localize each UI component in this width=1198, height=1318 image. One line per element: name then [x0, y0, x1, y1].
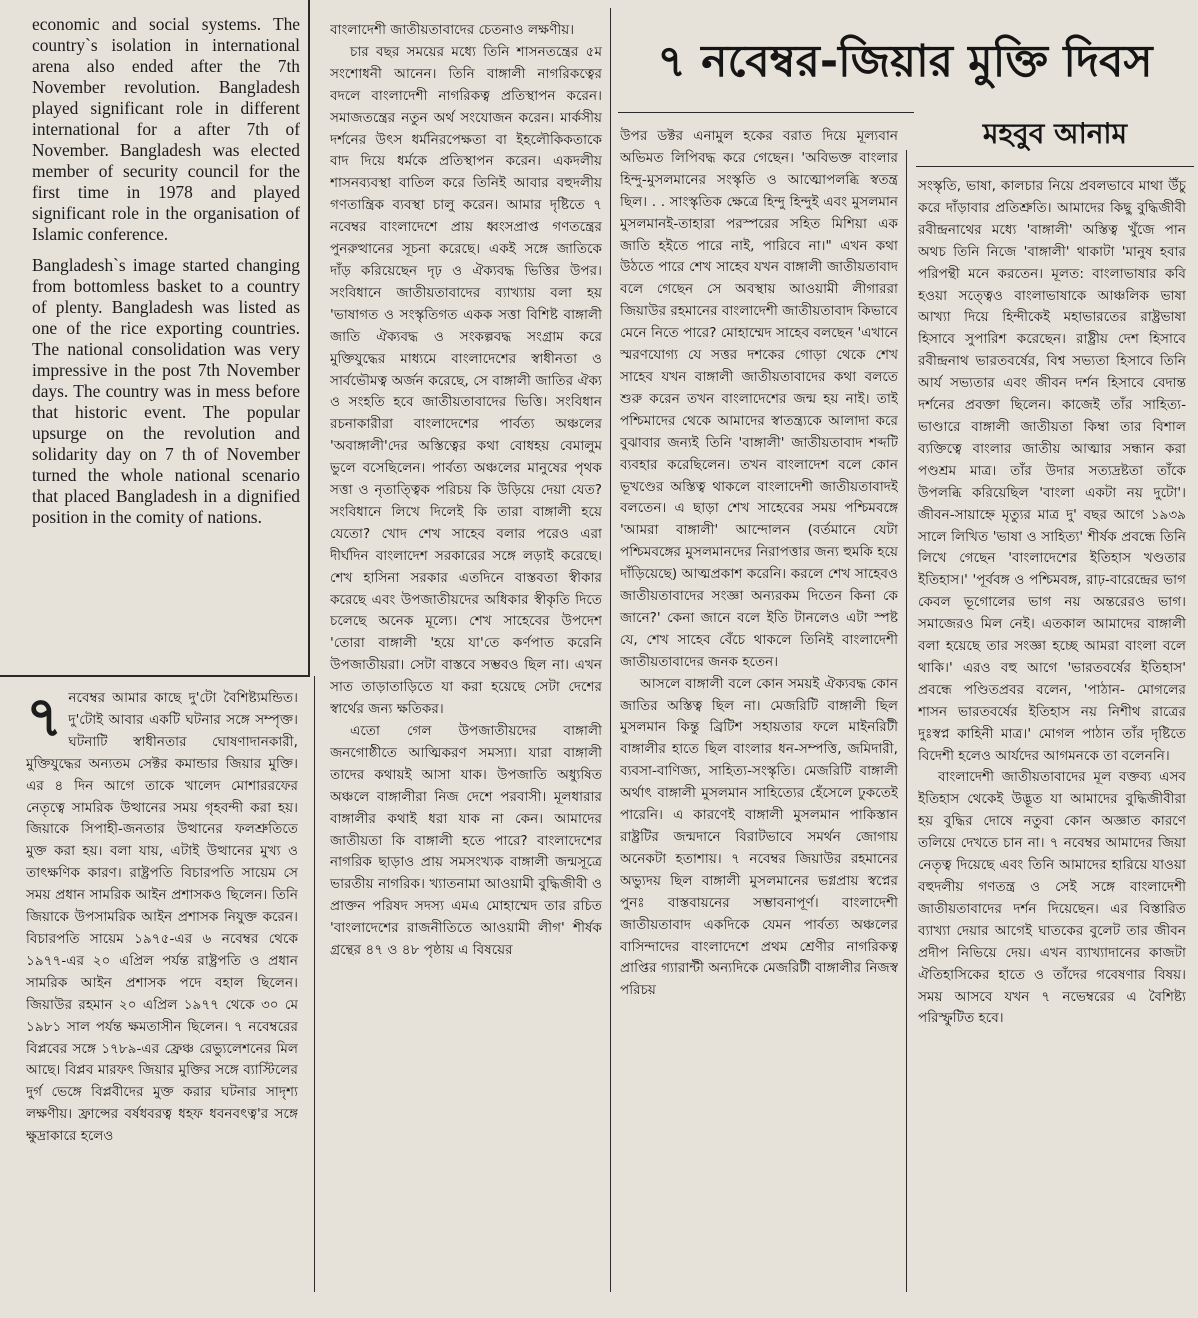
- column-2-paragraph-3: এতো গেল উপজাতীয়দের বাঙ্গালী জনগোষ্ঠীতে আত্মিকরণ সমস্যা। যারা বাঙ্গালী তাদের কথায়ই আসা যাক। উপজাতি অধ্যুষিত অঞ্চলে বাঙ্গালীরা নিজ দেশে পরবাসী। মূলধারার বাঙ্গালীর কথাই ধরা যাক না কেন। আমাদের জাতীয়তা কি বাঙ্গালী হতে পারে? বাংলাদেশের নাগরিক ছাড়াও প্রায় সমসংখ্যক বাঙ্গালী জন্মসূত্রে ভারতীয় নাগরিক। খ্যাতনামা আওয়ামী বুদ্ধিজীবী ও প্রাক্তন পরিষদ সদস্য এমএ মোহাম্মেদ তার রচিত 'বাংলাদেশের রাজনীতিতে আওয়ামী লীগ' শীর্ষক গ্রন্থের ৪৭ ও ৪৮ পৃষ্ঠায় এ বিষয়ের: [330, 723, 602, 959]
- english-paragraph-1: economic and social systems. The country`s isolation in international arena also ended after the 7th November revolution. Bangladesh played significant role in different international for a after 7th of November. Bangladesh was elected member of security council for the first time in 1978 and played significant role in the organisation of Islamic conference.: [32, 14, 300, 244]
- column-1-right-rule: [314, 676, 315, 1292]
- column-2-paragraph-2: চার বছর সময়ের মধ্যে তিনি শাসনতন্ত্রের ৫ম সংশোধনী আনেন। তিনি বাঙ্গালী নাগরিকত্বের বদলে বাংলাদেশী নাগরিকত্ব প্রতিস্থাপন করেন। সমাজতন্ত্রের নতুন অর্থ সংযোজন করেন। মার্কসীয় দর্শনের উৎস ধর্মনিরপেক্ষতা বা ইহলৌকিকতাকে বাদ দিয়ে ধর্মকে প্রতিস্থাপন করেন। একদলীয় শাসনব্যবস্থা বাতিল করে তিনিই আবার বহুদলীয় গণতান্ত্রিক ব্যবস্থা চালু করেন। আমার দৃষ্টিতে ৭ নবেম্বর বাংলাদেশে প্রায় ধ্বংসপ্রাপ্ত গণতন্ত্রের পুনরুত্থানের সূচনা করেছে। একই সঙ্গে জাতিকে দাঁড় করিয়েছেন দৃঢ় ও ঐক্যবদ্ধ ভিত্তির উপর। সংবিধানে জাতীয়তাবাদের ব্যাখ্যায় বলা হয় 'ভাষাগত ও সংস্কৃতিগত একক সত্তা বিশিষ্ট বাঙ্গালী জাতি ঐক্যবদ্ধ ও সংকল্পবদ্ধ সংগ্রাম করে মুক্তিযুদ্ধের মাধ্যমে বাংলাদেশের স্বাধীনতা ও সার্বভৌমত্ব অর্জন করেছে, সে বাঙ্গালী জাতির ঐক্য ও সংহতি হবে জাতীয়তাবাদের ভিত্তি। সংবিধান রচনাকারীরা বাংলাদেশের পার্বত্য অঞ্চলের 'অবাঙ্গালী'দের অস্তিত্বের কথা বোধহয় বেমালুম ভুলে বসেছিলেন। পার্বত্য অঞ্চলের মানুষের পৃথক সত্তা ও নৃতাত্ত্বিক পরিচয় কি উড়িয়ে দেয়া যেত? সংবিধানে লিখে দিলেই কি তারা বাঙ্গালী হয়ে যেতো? খোদ শেখ সাহেব বলার পরেও এরা দীর্ঘদিন বাংলাদেশ সরকারের সঙ্গে লড়াই করেছে। শেখ হাসিনা সরকার এতদিনে বাস্তবতা স্বীকার করেছে এবং উপজাতীয়দের অধিকার স্বীকৃতি দিতে চলেছে অনেক মূল্যে। শেখ সাহেবের উপদেশ 'তোরা বাঙ্গালী 'হয়ে যা'তে কর্ণপাত করেনি উপজাতীয়রা। সেটা বাস্তবে সম্ভবও ছিল না। এখন সাত তাড়াতাড়িতে যা করা হয়েছে সেটা দেশের স্বার্থের জন্য ক্ষতিকর।: [330, 43, 602, 718]
- english-box-right-border: [308, 0, 310, 676]
- column-3: [620, 126, 898, 1292]
- column-3-paragraph-2: আসলে বাঙ্গালী বলে কোন সময়ই ঐক্যবদ্ধ কোন জাতির অস্তিত্ব ছিল না। মেজরিটি বাঙ্গালী ছিল মুসলমান কিন্তু ব্রিটিশ সহায়তার ফলে মাইনরিটী বাঙ্গালীর হাতে ছিল বাংলার ধন-সম্পত্তি, জমিদারী, ব্যবসা-বাণিজ্য, সাহিত্য-সংস্কৃতি। মেজরিটি বাঙ্গালী অর্থাৎ বাঙ্গালী মুসলমান সাহিত্যের হেঁসেলে ঢুকতেই পারেনি। এ কারণেই বাঙ্গালী মুসলমান পাকিস্তান রাষ্ট্রটির জন্মদানে বিরাটভাবে সমর্থন জোগায় অনেকটা হতাশায়। ৭ নবেম্বর জিয়াউর রহমানের অভ্যুদয় ছিল বাঙ্গালী মুসলমানের ভগ্নপ্রায় স্বপ্নের পুনঃ বাস্তবায়নের সম্ভাবনাপূর্ণ। বাংলাদেশী জাতীয়তাবাদ একদিকে যেমন পার্বত্য অঞ্চলের বাসিন্দাদের বাংলাদেশে প্রথম শ্রেণীর নাগরিকত্ব প্রাপ্তির গ্যারান্টী অন্যদিকে মেজরিটী বাঙ্গালীর নিজস্ব পরিচয়: [620, 675, 898, 999]
- headline-underline: [618, 112, 914, 113]
- english-box-bottom-border: [0, 675, 310, 677]
- column-3-right-rule: [906, 150, 907, 1292]
- column-1-paragraph-1: নবেম্বর আমার কাছে দু'টো বৈশিষ্ট্যমন্ডিত। দু'টোই আবার একটি ঘটনার সঙ্গে সম্পৃক্ত। ঘটনাটি স্বাধীনতার ঘোষণাদানকারী, মুক্তিযুদ্ধের অন্যতম সেক্টর কমান্ডার জিয়ার মুক্তি। এর ৪ দিন আগে তাকে খালেদ মোশাররফের নেতৃত্বে সামরিক উত্থানের সময় গৃহবন্দী করা হয়। জিয়াকে সিপাহী-জনতার উত্থানের ফলশ্রুতিতে মুক্ত করা হয়। বলা যায়, এটাই উত্থানের মুখ্য ও তাৎক্ষণিক কারণ। রাষ্ট্রপতি বিচারপতি সায়েম সে সময় প্রধান সামরিক আইন প্রশাসকও ছিলেন। তিনি জিয়াকে উপসামরিক আইন প্রশাসক নিযুক্ত করেন। বিচারপতি সায়েম ১৯৭৫-এর ৬ নবেম্বর থেকে ১৯৭৭-এর ২০ এপ্রিল পর্যন্ত রাষ্ট্রপতি ও প্রধান সামরিক আইন প্রশাসক পদে বহাল ছিলেন। জিয়াউর রহমান ২০ এপ্রিল ১৯৭৭ থেকে ৩০ মে ১৯৮১ সাল পর্যন্ত ক্ষমতাসীন ছিলেন। ৭ নবেম্বরের বিপ্লবের সঙ্গে ১৭৮৯-এর ফ্রেঞ্চ রেভ্যুলেশনের মিল আছে। বিপ্লব মারফৎ জিয়ার মুক্তির সঙ্গে ব্যাস্টিলের দুর্গ ভেঙ্গে বিপ্লবীদের মুক্ত করার ঘটনার সাদৃশ্য লক্ষণীয়। ফ্রান্সের বর্ষধবরত্ব ধহফ ধবনবৎত্ব'র সঙ্গে ক্ষুদ্রাকারে হলেও: [26, 690, 298, 1145]
- column-2-paragraph-1: বাংলাদেশী জাতীয়তাবাদের চেতনাও লক্ষণীয়।: [330, 22, 575, 38]
- byline-underline: [916, 166, 1194, 167]
- column-4-paragraph-2: বাংলাদেশী জাতীয়তাবাদের মূল বক্তব্য এসব ইতিহাস থেকেই উদ্ভূত যা আমাদের বুদ্ধিজীবীরা হয় বুদ্ধির দোষে নতুবা কোন অজ্ঞাত কারণে তলিয়ে দেখতে চান না। ৭ নবেম্বর আমাদের জিয়া নেতৃত্ব দিয়েছে এবং তিনি আমাদের হারিয়ে যাওয়া বহুদলীয় গণতন্ত্র ও সেই সঙ্গে বাংলাদেশী জাতীয়তাবাদের দর্শন দিয়েছেন। এর বিস্তারিত ব্যাখ্যা দেয়ার আগেই ঘাতকের বুলেট তার জীবন প্রদীপ নিভিয়ে দেয়। এখন ব্যাখ্যাদানের কাজটা ঐতিহাসিকের হাতে ও তাঁদের গবেষণার বিষয়। সময় আসবে যখন ৭ নভেম্বরের এ বৈশিষ্ট্য পরিস্ফুটিত হবে।: [918, 769, 1186, 1027]
- drop-cap: ৭: [26, 688, 63, 750]
- byline: মহবুব আনাম: [982, 117, 1128, 150]
- column-4: [918, 176, 1186, 1292]
- english-paragraph-2: Bangladesh`s image started changing from bottomless basket to a country of plenty. Bangladesh was listed as one of the rice exporting countries. The national consolidation was very impressive in the post 7th November days. The country was in mess before that historic event. The popular upsurge on the revolution and solidarity day on 7 th of November turned the whole national scenario that placed Bangladesh in a dignified position in the comity of nations.: [32, 255, 300, 527]
- column-3-paragraph-1: উপর ডক্টর এনামুল হকের বরাত দিয়ে মূল্যবান অভিমত লিপিবদ্ধ করে গেছেন। 'অবিভক্ত বাংলার হিন্দু-মুসলমানের সংস্কৃতি ও আত্মোপলব্ধি স্বতন্ত্র ছিল। . . সাংস্কৃতিক ক্ষেত্রে হিন্দু হিন্দুই এবং মুসলমান মুসলমানই-তাহারা পরস্পরের সহিত মিশিয়া এক জাতি হইতে পারে নাই, পারিবে না।" এখন কথা উঠতে পারে শেখ সাহেব যখন বাঙ্গালী জাতীয়তাবাদ বলে গেছেন সে অবস্থায় আওয়ামী লীগাররা জিয়াউর রহমানের বাংলাদেশী জাতীয়তাবাদ কিভাবে মেনে নিতে পারে? মোহাম্মেদ সাহেব বলছেন 'এখানে স্মরণযোগ্য যে সত্তর দশকের গোড়া থেকে শেখ সাহেব যখন বাঙ্গালী জাতীয়তাবাদের কথা বলতে শুরু করেন তখন বাংলাদেশের জন্ম হয় নাই। তাই পশ্চিমাদের থেকে আমাদের স্বাতন্ত্র্যকে আলাদা করে বুঝাবার জন্যই তিনি 'বাঙ্গালী' জাতীয়তাবাদ শব্দটি ব্যবহার করেছিলেন। তখন বাংলাদেশ বলে কোন ভূখণ্ডের অস্তিত্ব থাকলে বাংলাদেশী জাতীয়তাবাদই বলতেন। এ ছাড়া শেখ সাহেবের সময় পশ্চিমবঙ্গে 'আমরা বাঙ্গালী' আন্দোলন (বর্তমানে যেটা পশ্চিমবঙ্গের মুসলমানদের নিরাপত্তার জন্য হুমকি হয়ে দাঁড়িয়েছে) আত্মপ্রকাশ করেনি। করলে শেখ সাহেবও জাতীয়তাবাদের সংজ্ঞা অন্যরকম দিতেন কিনা কে জানে?' কেনা জানে বলে ইতি টানলেও এটা স্পষ্ট যে, শেখ সাহেব বেঁচে থাকলে তিনিই বাংলাদেশী জাতীয়তাবাদের জনক হতেন।: [620, 128, 898, 670]
- column-4-paragraph-1: সংস্কৃতি, ভাষা, কালচার নিয়ে প্রবলভাবে মাথা উঁচু করে দাঁড়াবার প্রতিশ্রুতি। আমাদের কিছু বুদ্ধিজীবী রবীন্দ্রনাথের মধ্যে 'বাঙ্গালী' অস্তিত্ব খুঁজে পান অথচ তিনি নিজে 'বাঙ্গালী' থাকাটা 'মানুষ হবার পরিপন্থী মনে করতেন। মূলত: বাংলাভাষার কবি হওয়া সত্ত্বেও বাংলাভাষাকে আঞ্চলিক ভাষা আখ্যা দিয়ে হিন্দীকেই মহাভারতের রাষ্ট্রভাষা হিসাবে সুপারিশ করেছেন। রাষ্ট্রীয় দেশ হিসাবে রবীন্দ্রনাথ ভারতবর্ষের, বিশ্ব সভ্যতা হিসাবে তিনি আর্য সভ্যতার এবং জীবন দর্শন হিসাবে বেদান্ত দর্শনের প্রবক্তা ছিলেন। কাজেই তাঁর সাহিত্য-ভাণ্ডারে বাঙ্গালী জাতীয়তা কিম্বা তার বিশাল ব্যক্তিত্বে বাংলার জাতীয় আত্মার সন্ধান করা পণ্ডশ্রম মাত্র। তাঁর উদার সত্যদ্রষ্টতা তাঁকে উপলব্ধি করিয়েছিল 'বাংলা একটা নয় দুটো'। জীবন-সায়াহ্নে মৃত্যুর মাত্র দু' বছর আগে ১৯৩৯ সালে লিখিত 'ভাষা ও সাহিত্য' শীর্ষক প্রবন্ধে তিনি লিখে গেছেন 'বাংলাদেশের ইতিহাস খণ্ডতার ইতিহাস।' 'পূর্ববঙ্গ ও পশ্চিমবঙ্গ, রাঢ়-বারেন্দ্রের ভাগ কেবল ভূগোলের ভাগ নয় অন্তরেরও ভাগ। সমাজেরও মিল নেই। এতকাল আমাদের বাঙ্গালী বলা হয়েছে তার সংজ্ঞা হচ্ছে আমরা বাংলা বলে থাকি।' এরও বহু আগে 'ভারতবর্ষের ইতিহাস' প্রবন্ধে পণ্ডিতপ্রবর বলেন, 'পাঠান- মোগলের শাসন ভারতবর্ষের ইতিহাস নয় নিশীথ রাত্রের দুঃস্বপ্ন কাহিনী মাত্র।' মোগল পাঠান তাঁর দৃষ্টিতে বিদেশী হলেও আর্যদের আগমনকে তা বলেননি।: [918, 178, 1186, 764]
- english-column: [32, 14, 300, 668]
- column-2-right-rule: [610, 8, 611, 1292]
- column-2: [330, 20, 602, 1292]
- column-1: [26, 688, 298, 1292]
- headline: ৭ নবেম্বর-জিয়ার মুক্তি দিবস: [657, 36, 1153, 87]
